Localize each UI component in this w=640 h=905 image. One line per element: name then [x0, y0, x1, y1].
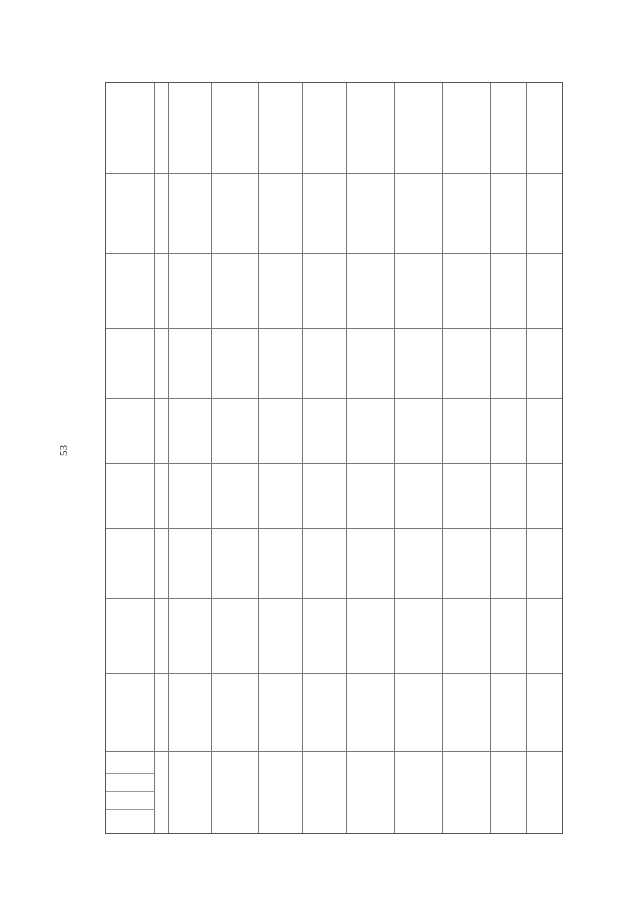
- table-divider: [106, 751, 562, 752]
- table-divider: [106, 398, 562, 399]
- table-divider: [106, 253, 562, 254]
- program-indicators-table: [105, 82, 563, 834]
- table-divider: [258, 83, 259, 833]
- table-divider: [346, 83, 347, 833]
- table-divider: [106, 809, 154, 810]
- table-divider: [106, 673, 562, 674]
- table-divider: [106, 773, 154, 774]
- table-divider: [442, 83, 443, 833]
- table-divider: [394, 83, 395, 833]
- table-divider: [106, 791, 154, 792]
- table-divider: [526, 83, 527, 833]
- page-number: 53: [58, 445, 70, 457]
- table-divider: [302, 83, 303, 833]
- table-divider: [106, 598, 562, 599]
- table-divider: [106, 173, 562, 174]
- table-divider: [106, 328, 562, 329]
- table-divider: [106, 463, 562, 464]
- table-divider: [168, 83, 169, 833]
- table-divider: [490, 83, 491, 833]
- table-divider: [211, 83, 212, 833]
- table-divider: [154, 83, 155, 833]
- table-divider: [106, 528, 562, 529]
